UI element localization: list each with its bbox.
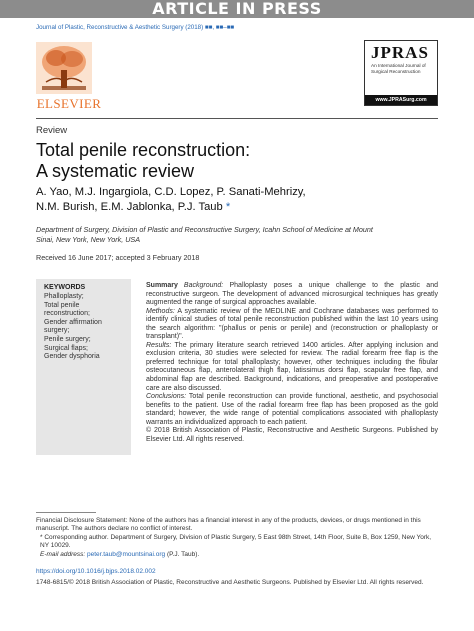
elsevier-wordmark: ELSEVIER	[36, 96, 102, 111]
abstract-methods: Methods: A systematic review of the MEDLINE and Cochrane databases was performed to identify clinical studies of total penile reconstruction published within the last 10 years using the search algorithm: "(phallus or penis or penile) and (reconstruction or phalloplasty or transplant)".	[146, 307, 438, 341]
abstract-results: Results: The primary literature search retrieved 1400 articles. After applying inclusion and exclusion criteria, 30 studies were selected for review. The radial forearm free flap is the preferred technique for total phalloplasty; however, other techniques including the fibular osteocutaneous flap, anterolateral thigh flap, latissimus dorsi flap, scapular free flap, and abdominal flap are described. Background, indications, and preoperative and postoperative care are also discussed.	[146, 341, 438, 392]
jpras-title: JPRAS	[371, 43, 429, 62]
header-divider	[36, 118, 438, 119]
abstract-conclusions: Conclusions: Total penile reconstruction can provide functional, aesthetic, and psychosocial benefits to the patient. Use of the radial forearm free flap has been proposed as the gold standard; however, the wide range of potential complications associated with phalloplasty warrants an individualized approach to each patient.	[146, 393, 438, 426]
elsevier-logo[interactable]	[36, 42, 102, 111]
jpras-journal-logo[interactable]	[364, 40, 438, 106]
article-title: Total penile reconstruction: A systematic review	[36, 140, 251, 181]
article-type-label: Review	[36, 125, 68, 136]
summary-label: Summary	[146, 282, 178, 289]
keywords-box	[36, 279, 131, 455]
elsevier-tree-icon	[36, 42, 92, 94]
abstract	[146, 282, 438, 444]
corresponding-author-note: * Corresponding author. Department of Surgery, Division of Plastic Surgery, 5 East 98th Street, 14th Floor, Suite B, Box 1259, New York, NY 10029.	[40, 533, 432, 550]
email-line: E-mail address: peter.taub@mountsinai.org (P.J. Taub).	[40, 550, 200, 558]
author-list: A. Yao, M.J. Ingargiola, C.D. Lopez, P. Sanati-Mehrizy, N.M. Burish, E.M. Jablonka, P.J. Taub *	[36, 186, 306, 213]
disclosure-statement: Financial Disclosure Statement: None of the authors has a financial interest in any of the products, devices, or drugs mentioned in this manuscript. The authors declare no conflict of interest.	[36, 517, 421, 533]
keyword-item: Penile surgery;	[44, 335, 91, 343]
footnote-divider	[36, 512, 96, 513]
keyword-item: Gender dysphoria	[44, 353, 100, 361]
keyword-item: Surgical flaps;	[44, 344, 88, 352]
received-dates: Received 16 June 2017; accepted 3 February 2018	[36, 253, 200, 262]
footnotes	[36, 517, 438, 559]
keyword-item: reconstruction;	[44, 310, 90, 318]
journal-citation-link[interactable]: Journal of Plastic, Reconstructive & Aesthetic Surgery (2018) ■■, ■■–■■	[36, 24, 235, 31]
keyword-item: Phalloplasty;	[44, 293, 84, 300]
jpras-subtitle: An International Journal of Surgical Reconstruction	[371, 63, 426, 74]
article-in-press-banner: ARTICLE IN PRESS	[0, 0, 474, 18]
author-affiliation: Department of Surgery, Division of Plastic and Reconstructive Surgery, Icahn School of Medicine at Mount Sinai, New York, New York, USA	[36, 225, 373, 244]
abstract-background: Summary Background: Phalloplasty poses a unique challenge to the plastic and reconstructive surgeon. The development of advanced microsurgical techniques has greatly augmented the range of surgical approaches available.	[146, 282, 438, 307]
jpras-url: www.JPRASurg.com	[365, 95, 437, 105]
corresponding-author-link[interactable]: *	[225, 201, 231, 213]
keywords-heading: KEYWORDS	[44, 284, 86, 291]
email-link[interactable]: peter.taub@mountsinai.org	[86, 550, 166, 558]
issn-copyright: 1748-6815/© 2018 British Association of Plastic, Reconstructive and Aesthetic Surgeons. Published by Elsevier Ltd. All rights reserved.	[36, 579, 424, 586]
keyword-item: surgery;	[44, 327, 70, 335]
abstract-copyright: © 2018 British Association of Plastic, Reconstructive and Aesthetic Surgeons. Published by Elsevier Ltd. All rights reserved.	[146, 427, 438, 443]
keyword-item: Total penile	[44, 301, 80, 309]
keyword-item: Gender affirmation	[44, 318, 102, 326]
doi-link[interactable]: https://doi.org/10.1016/j.bjps.2018.02.002	[36, 568, 156, 575]
